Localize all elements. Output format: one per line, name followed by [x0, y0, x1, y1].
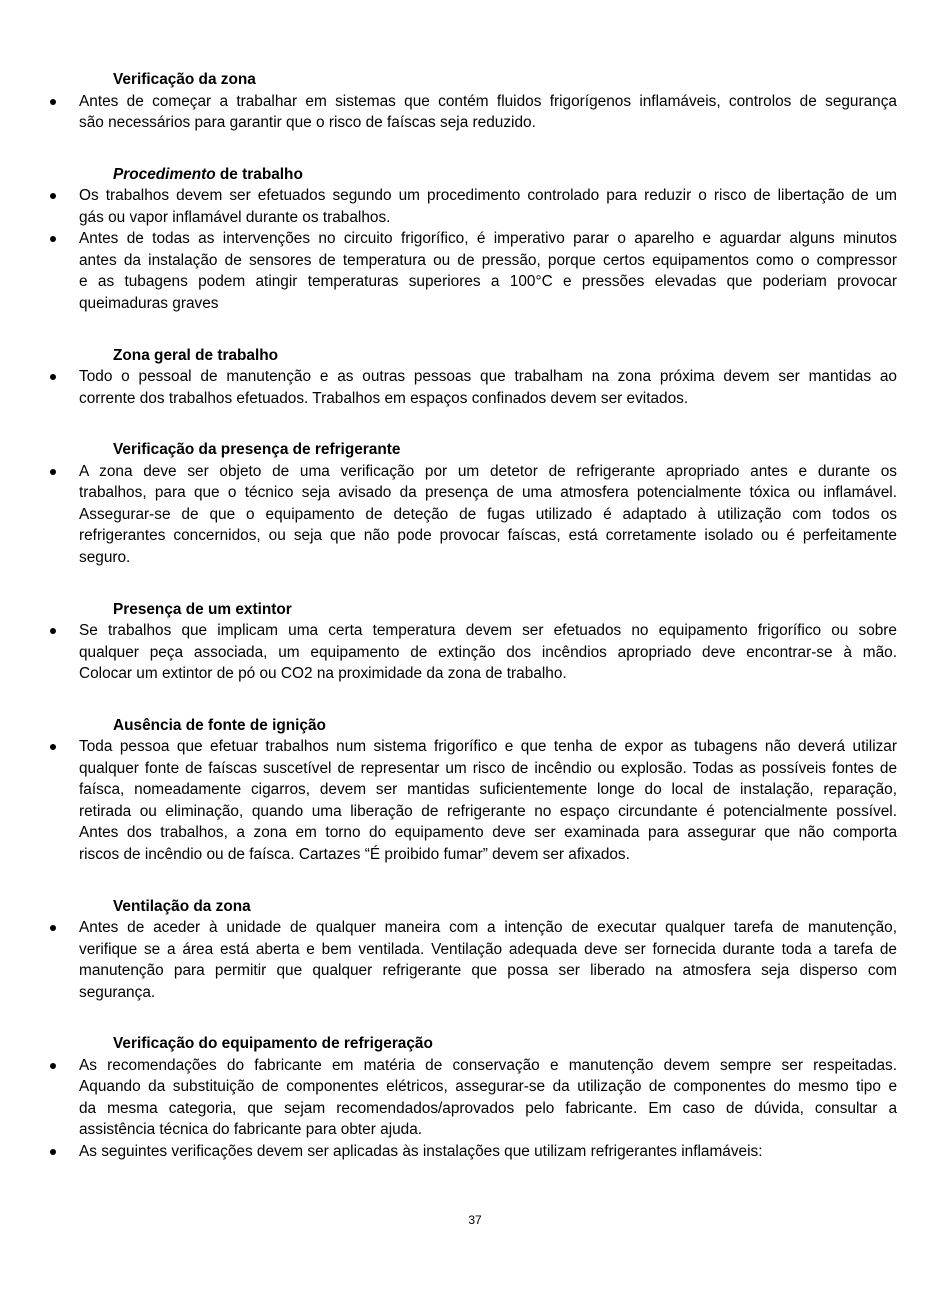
section-verificacao-do-equipamento	[79, 1033, 897, 1162]
section-presenca-de-refrigerante	[79, 439, 897, 568]
text-line: são necessários para garantir que o risco de faíscas seja reduzido.	[79, 114, 536, 131]
section-presenca-de-extintor	[79, 599, 897, 685]
text-line: Colocar um extintor de pó ou CO2 na proximidade da zona de trabalho.	[79, 665, 567, 682]
text-line: antes da instalação de sensores de temperatura ou de pressão, porque certos equipamentos como o compressor	[79, 251, 897, 269]
bullet-icon	[50, 925, 56, 931]
text-line: retirada ou eliminação, quando uma liberação de refrigerante no espaço circundante é potencialmente possível.	[79, 802, 897, 820]
bullet-item	[79, 736, 897, 865]
section-heading-italic: Procedimento	[113, 165, 216, 183]
text-line: Se trabalhos que implicam uma certa temperatura devem ser efetuados no equipamento frigorífico ou sobre	[79, 622, 897, 639]
text-line: Todo o pessoal de manutenção e as outras pessoas que trabalham na zona próxima devem ser mantidas ao	[79, 368, 897, 385]
section-heading: Ausência de fonte de ignição	[113, 716, 326, 734]
section-zona-geral-de-trabalho	[79, 345, 897, 410]
section-heading: Presença de um extintor	[113, 600, 292, 618]
bullet-icon	[50, 193, 56, 199]
text-line: qualquer fonte de faíscas suscetível de representar um risco de incêndio ou explosão. Todas as possíveis fontes de	[79, 759, 897, 777]
text-line: As seguintes verificações devem ser aplicadas às instalações que utilizam refrigerantes inflamáveis:	[79, 1142, 763, 1160]
text-line: Antes de todas as intervenções no circuito frigorífico, é imperativo parar o aparelho e aguardar alguns minutos	[79, 230, 897, 248]
bullet-icon	[50, 236, 56, 242]
section-heading: Verificação da zona	[113, 71, 256, 88]
bullet-icon	[50, 469, 56, 475]
bullet-item	[79, 1141, 897, 1163]
bullet-item	[79, 1055, 897, 1141]
bullet-item	[79, 366, 897, 409]
bullet-icon	[50, 374, 56, 380]
text-line: Antes de começar a trabalhar em sistemas que contém fluidos frigorígenos inflamáveis, controlos de segurança	[79, 92, 897, 110]
bullet-icon	[50, 1149, 56, 1155]
text-line: Antes dos trabalhos, a zona em torno do equipamento deve ser examinada para assegurar que não comporta	[79, 824, 897, 842]
text-line: A zona deve ser objeto de uma verificação por um detetor de refrigerante apropriado antes e durante os	[79, 462, 897, 480]
bullet-item	[79, 461, 897, 569]
text-line: e as tubagens podem atingir temperaturas superiores a 100°C e pressões elevadas que poderiam provocar	[79, 273, 897, 291]
text-line: segurança.	[79, 983, 156, 1001]
text-line: Assegurar-se de que o equipamento de deteção de fugas utilizado é adaptado à utilização com todos os	[79, 505, 897, 523]
page-number: 37	[468, 1213, 482, 1227]
text-line: Antes de aceder à unidade de qualquer maneira com a intenção de executar qualquer tarefa de manutenção,	[79, 919, 897, 936]
text-line: verifique se a área está aberta e bem ventilada. Ventilação adequada deve ser fornecida durante toda a tarefa de	[79, 940, 897, 958]
section-heading	[79, 164, 897, 186]
section-ausencia-de-fonte-de-ignicao	[79, 715, 897, 866]
bullet-icon	[50, 99, 56, 105]
bullet-item	[79, 228, 897, 314]
text-line: da mesma categoria, que sejam recomendados/aprovados pelo fabricante. Em caso de dúvida, consultar a	[79, 1099, 897, 1117]
text-line: corrente dos trabalhos efetuados. Trabalhos em espaços confinados devem ser evitados.	[79, 389, 689, 407]
bullet-item	[79, 620, 897, 685]
text-line: Toda pessoa que efetuar trabalhos num sistema frigorífico e que tenha de expor as tubagens não deverá utilizar	[79, 738, 897, 756]
text-line: queimaduras graves	[79, 294, 219, 312]
text-line: riscos de incêndio ou de faísca. Cartazes “É proibido fumar” devem ser afixados.	[79, 845, 630, 863]
text-line: refrigerantes concernidos, ou seja que não pode provocar faíscas, está corretamente isolado ou é perfeitamente	[79, 527, 897, 545]
section-heading: Zona geral de trabalho	[113, 346, 279, 364]
bullet-icon	[50, 628, 56, 634]
bullet-item	[79, 185, 897, 228]
bullet-icon	[50, 1063, 56, 1069]
text-line: assistência técnica do fabricante para obter ajuda.	[79, 1121, 423, 1139]
bullet-icon	[50, 744, 56, 750]
text-line: qualquer peça associada, um equipamento de extinção dos incêndios apropriado deve encontrar-se à mão.	[79, 643, 897, 661]
page-content	[79, 69, 897, 1162]
section-heading: Verificação da presença de refrigerante	[113, 441, 401, 459]
text-line: trabalhos, para que o técnico seja avisado da presença de uma atmosfera potencialmente tóxica ou inflamável.	[79, 484, 897, 502]
bullet-item	[79, 91, 897, 134]
section-heading: Verificação do equipamento de refrigeração	[113, 1035, 433, 1053]
section-verificacao-da-zona	[79, 69, 897, 134]
text-line: Aquando da substituição de componentes elétricos, assegurar-se da utilização de componentes do mesmo tipo e	[79, 1078, 897, 1096]
text-line: gás ou vapor inflamável durante os trabalhos.	[79, 208, 391, 226]
section-heading: Ventilação da zona	[113, 897, 251, 915]
section-procedimento-de-trabalho	[79, 164, 897, 315]
section-heading-rest: de trabalho	[219, 165, 303, 183]
text-line: Os trabalhos devem ser efetuados segundo um procedimento controlado para reduzir o risco de libertação de um	[79, 187, 897, 205]
section-ventilacao-da-zona	[79, 896, 897, 1004]
text-line: seguro.	[79, 548, 131, 566]
text-line: manutenção para permitir que qualquer refrigerante que possa ser liberado na atmosfera seja disperso com	[79, 962, 897, 979]
bullet-item	[79, 917, 897, 1003]
text-line: As recomendações do fabricante em matéria de conservação e manutenção devem sempre ser respeitadas.	[79, 1056, 897, 1074]
text-line: faísca, nomeadamente cigarros, devem ser mantidas suficientemente longe do local de instalação, reparação,	[79, 781, 897, 799]
